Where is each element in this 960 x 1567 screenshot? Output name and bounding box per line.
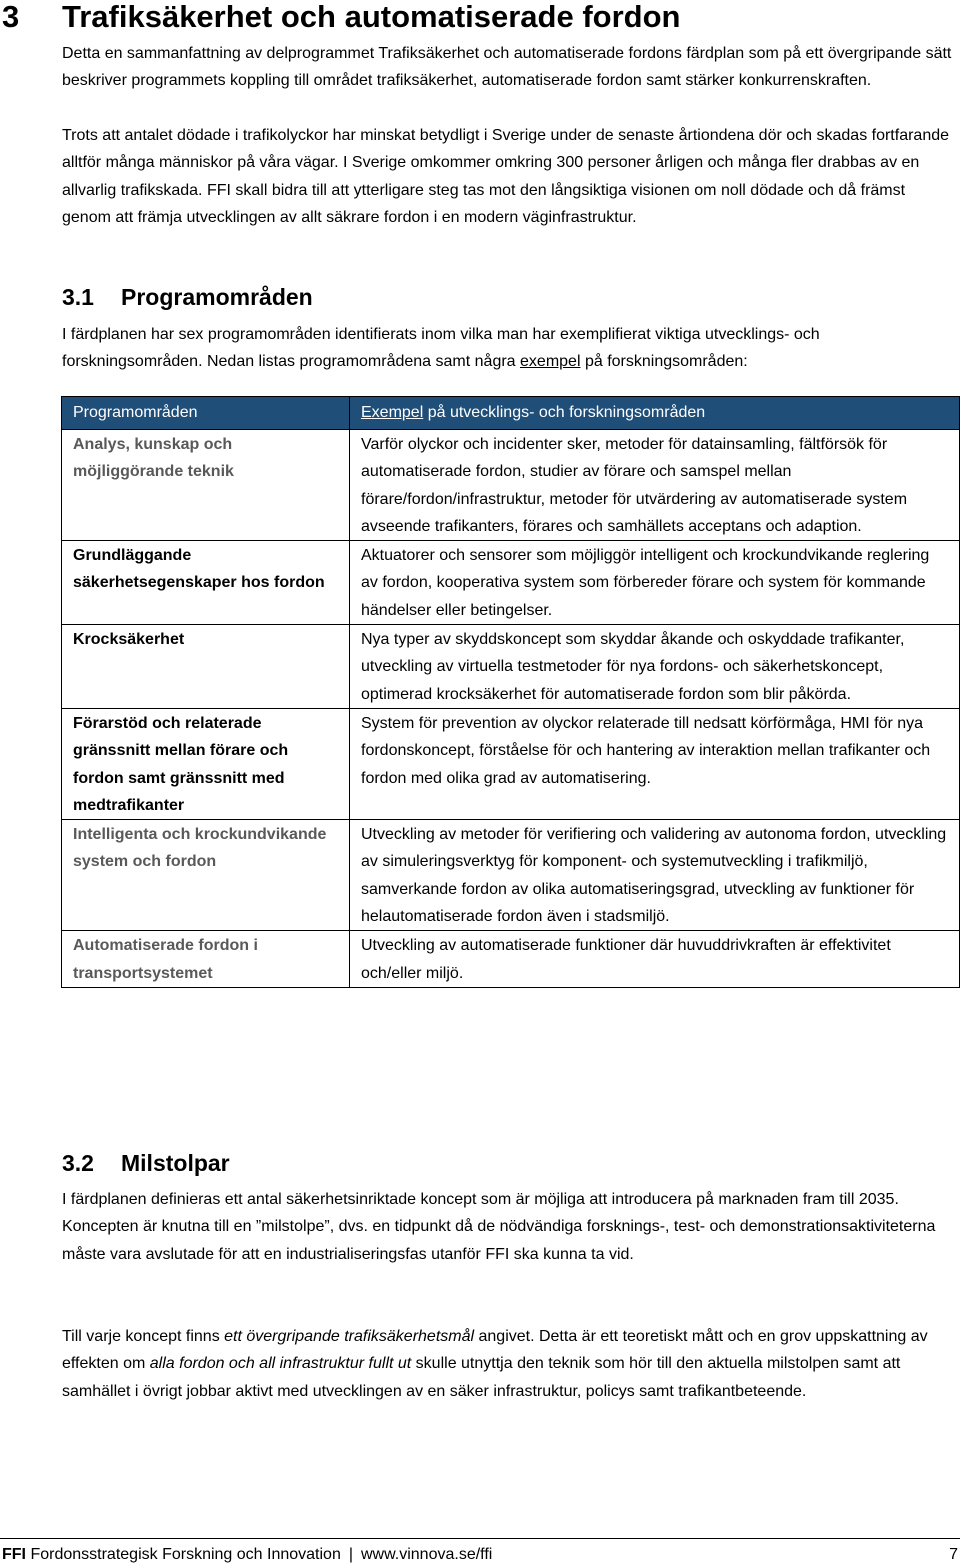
section-title: Programområden — [121, 284, 313, 310]
section-title: Milstolpar — [121, 1150, 230, 1176]
footer-separator: | — [348, 1546, 353, 1563]
program-area-cell: Krocksäkerhet — [62, 625, 350, 709]
program-area-cell: Automatiserade fordon i transportsystemet — [62, 931, 350, 988]
table-header-row — [62, 397, 960, 430]
header-examples: Exempel på utvecklings- och forskningsområden — [350, 397, 960, 430]
footer — [2, 1545, 492, 1565]
examples-cell: Aktuatorer och sensorer som möjliggör intelligent och krockundvikande reglering av fordon, kooperativa system som förbereder förare och system för kommande händelser eller betingelser. — [350, 541, 960, 625]
chapter-heading — [0, 0, 960, 34]
section-3-1-heading — [62, 282, 662, 312]
program-area-cell: Grundläggande säkerhetsegenskaper hos fordon — [62, 541, 350, 625]
page-number: 7 — [949, 1546, 958, 1563]
program-area-cell: Förarstöd och relaterade gränssnitt mellan förare och fordon samt gränssnitt med medtrafikanter — [62, 708, 350, 819]
chapter-number: 3 — [2, 0, 20, 34]
examples-cell: Utveckling av automatiserade funktioner där huvuddrivkraften är effektivitet och/eller miljö. — [350, 931, 960, 988]
header-program-areas: Programområden — [62, 397, 350, 430]
footer-org-name: Fordonsstrategisk Forskning och Innovation — [30, 1546, 341, 1563]
examples-cell: Nya typer av skyddskoncept som skyddar åkande och oskyddade trafikanter, utveckling av virtuella testmetoder för nya fordons- och säkerhetskoncept, optimerad krocksäkerhet för automatiserade fordon som blir påkörda. — [350, 625, 960, 709]
examples-cell: System för prevention av olyckor relaterade till nedsatt körförmåga, HMI för nya fordonskoncept, förståelse för och hantering av interaktion mellan trafikanter och fordon med olika grad av automatisering. — [350, 708, 960, 819]
footer-website-link[interactable]: www.vinnova.se/ffi — [361, 1546, 493, 1563]
intro-paragraph: Detta en sammanfattning av delprogrammet Trafiksäkerhet och automatiserade fordons färdplan som på ett övergripande sätt beskriver programmets koppling till området trafiksäkerhet, automatiserade fordon samt stärker konkurrenskraften. — [62, 45, 952, 90]
road-safety-paragraph: Trots att antalet dödade i trafikolyckor har minskat betydligt i Sverige under de senaste årtiondena dör och skadas fortfarande alltför många människor på våra vägar. I Sverige omkommer omkring 300 personer årligen och många fler drabbas av en allvarlig trafikskada. FFI skall bidra till att ytterligare steg tas mot den långsiktiga visionen om noll dödade och då främst genom att främja utvecklingen av allt säkrare fordon i en modern väginfrastruktur. — [62, 127, 950, 226]
program-areas-table — [61, 396, 960, 988]
table-row — [62, 541, 960, 625]
section-3-2-heading — [62, 1148, 662, 1178]
milestones-paragraph: I färdplanen definieras ett antal säkerhetsinriktade koncept som är möjliga att introducera på marknaden fram till 2035. Koncepten är knutna till en ”milstolpe”, dvs. en tidpunkt då de nödvändiga forsknings-, test- och demonstrationsaktiviteterna måste vara avslutade för att en industrialiseringsfas utanför FFI ska kunna ta vid. — [62, 1191, 936, 1263]
examples-cell: Utveckling av metoder för verifiering och validering av autonoma fordon, utveckling av simuleringsverktyg för komponent- och systemutveckling i trafikmiljö, samverkande fordon av olika automatiseringsgrad, utveckling av funktioner för helautomatiserade fordon även i stadsmiljö. — [350, 820, 960, 931]
safety-target-paragraph: Till varje koncept finns ett övergripande trafiksäkerhetsmål angivet. Detta är ett teoretiskt mått och en grov uppskattning av effekten om alla fordon och all infrastruktur fullt ut skulle utnyttja den teknik som hör till den aktuella milstolpen samt att samhället i övrigt jobbar aktivt med utvecklingen av en säker infrastruktur, policys samt trafikantbeteende. — [62, 1328, 928, 1400]
chapter-title: Trafiksäkerhet och automatiserade fordon — [62, 0, 681, 34]
section-number: 3.1 — [62, 284, 94, 310]
examples-cell: Varför olyckor och incidenter sker, metoder för datainsamling, fältförsök för automatiserade fordon, studier av förare och samspel mellan förare/fordon/infrastruktur, metoder för utvärdering av automatiserade system avseende trafikanters, förares och samhällets acceptans och adaption. — [350, 430, 960, 541]
table-row — [62, 625, 960, 709]
program-areas-intro: I färdplanen har sex programområden identifierats inom vilka man har exemplifierat viktiga utvecklings- och forskningsområden. Nedan listas programområdena samt några exempel på forskningsområden: — [62, 326, 820, 371]
table-row — [62, 430, 960, 541]
program-area-cell: Intelligenta och krockundvikande system och fordon — [62, 820, 350, 931]
table-row — [62, 931, 960, 988]
exempel-link: exempel — [520, 353, 581, 371]
table-row — [62, 820, 960, 931]
program-area-cell: Analys, kunskap och möjliggörande teknik — [62, 430, 350, 541]
table-row — [62, 708, 960, 819]
section-number: 3.2 — [62, 1150, 94, 1176]
footer-divider — [0, 1538, 960, 1539]
footer-org-abbr: FFI — [2, 1546, 26, 1563]
